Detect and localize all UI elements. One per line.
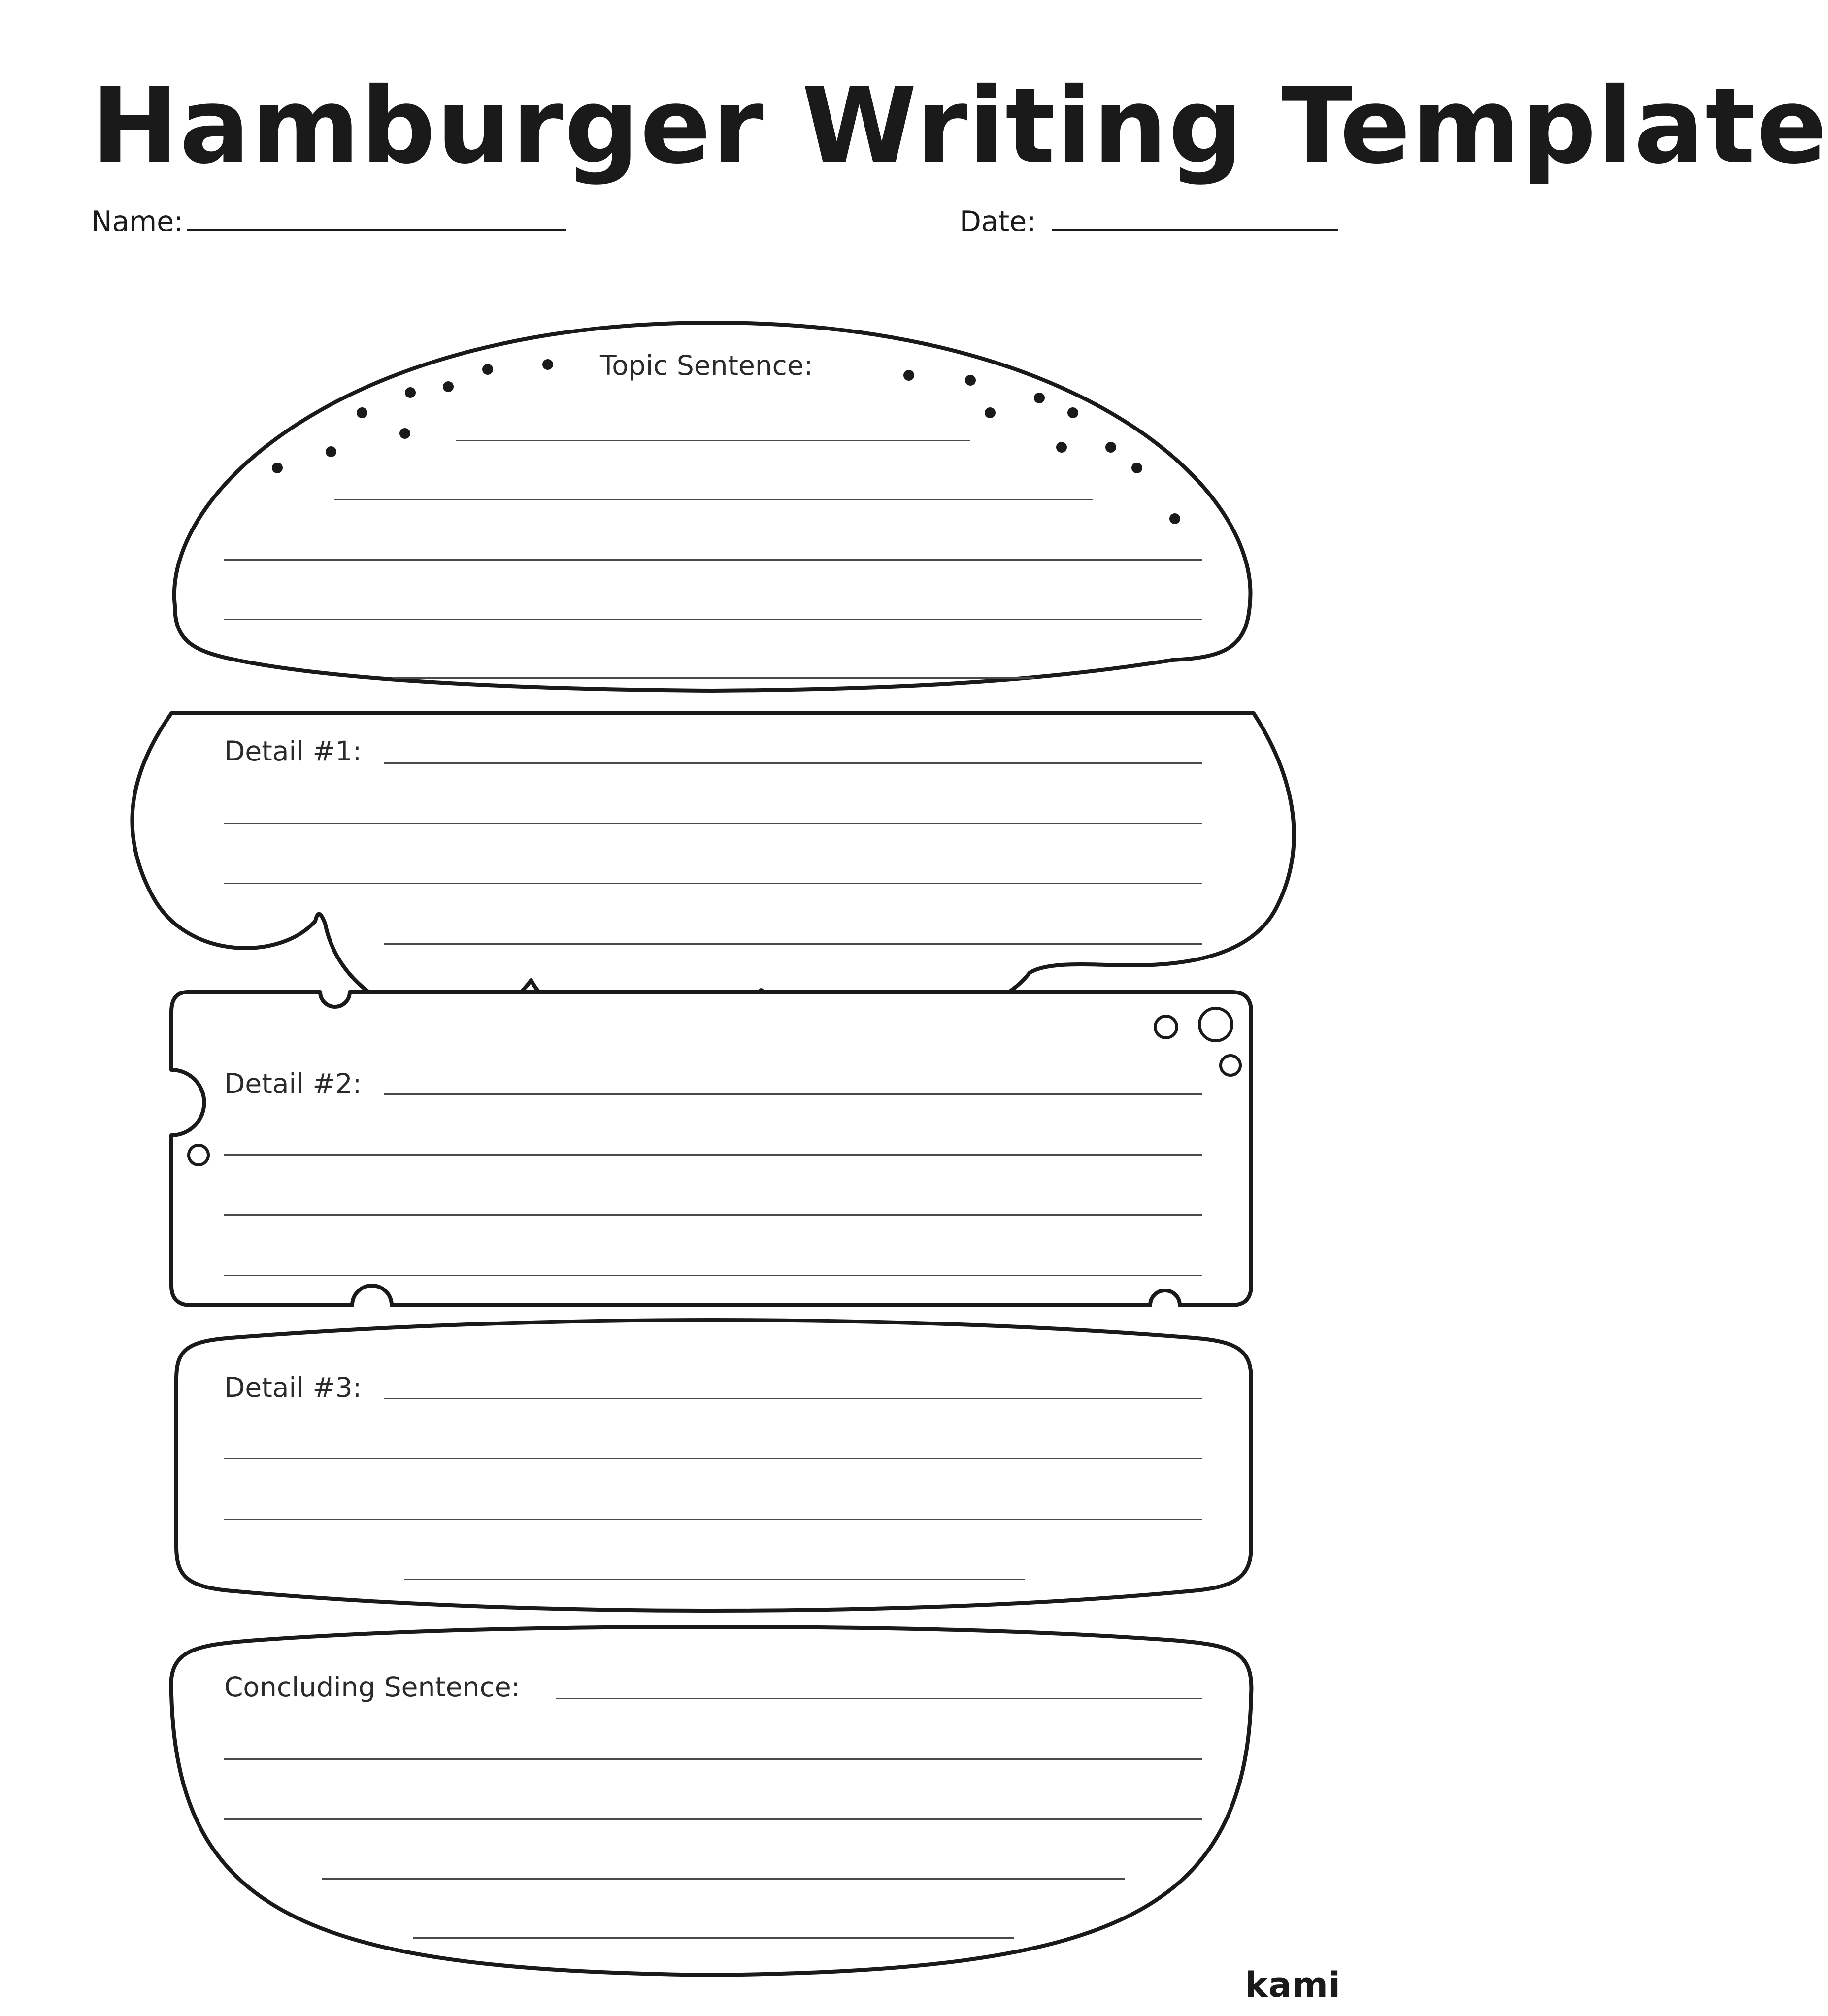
writing-line[interactable] [404,1579,1025,1580]
detail-2-label: Detail #2: [224,1068,362,1099]
writing-line[interactable] [224,1818,1202,1820]
sesame-seed [399,428,410,439]
writing-line[interactable] [322,1878,1125,1880]
sesame-seed [1034,393,1045,403]
date-field-line[interactable] [1052,229,1338,231]
writing-line[interactable] [384,1398,1202,1399]
sesame-seed [357,407,367,418]
sesame-seed [482,364,493,375]
detail-1-label: Detail #1: [224,735,362,767]
writing-line[interactable] [224,1758,1202,1760]
detail-3-label: Detail #3: [224,1372,362,1403]
writing-line[interactable] [413,1937,1014,1939]
sesame-seed [1105,442,1116,453]
topic-sentence-label: Topic Sentence: [600,350,813,381]
writing-line[interactable] [334,499,1093,500]
date-label: Date: [960,205,1036,238]
sesame-seed [443,381,454,392]
sesame-seed [985,407,996,418]
name-field-line[interactable] [187,229,566,231]
writing-line[interactable] [556,1698,1202,1699]
writing-line[interactable] [224,559,1202,561]
sesame-seed [272,463,283,473]
writing-line[interactable] [456,440,970,441]
sesame-seed [1131,463,1142,473]
sesame-seed [965,375,976,386]
name-label: Name: [91,205,184,238]
writing-line[interactable] [224,823,1202,824]
sesame-seed [326,446,336,457]
cheese-shape [171,992,1251,1305]
writing-line[interactable] [394,677,1034,679]
writing-line[interactable] [384,762,1202,764]
cheese-hole [1155,1016,1177,1038]
sesame-seed [1169,513,1180,524]
cheese-hole [1221,1056,1240,1075]
writing-line[interactable] [224,1458,1202,1459]
writing-line[interactable] [224,1519,1202,1520]
concluding-sentence-label: Concluding Sentence: [224,1671,521,1703]
sesame-seed [1067,407,1078,418]
sesame-seed [1056,442,1067,453]
writing-line[interactable] [224,1275,1202,1276]
sesame-seed [405,387,416,398]
cheese-hole [1199,1008,1232,1041]
page-title: Hamburger Writing Template [91,65,1828,187]
writing-line[interactable] [224,1154,1202,1156]
patty-shape [176,1320,1251,1611]
writing-line[interactable] [224,1214,1202,1216]
sesame-seed [542,359,553,370]
sesame-seed [903,370,914,381]
kami-logo: kami [1245,1965,1341,2005]
cheese-hole [189,1145,208,1165]
writing-line[interactable] [224,883,1202,884]
writing-line[interactable] [384,1093,1202,1095]
writing-line[interactable] [224,619,1202,620]
writing-line[interactable] [384,943,1202,945]
